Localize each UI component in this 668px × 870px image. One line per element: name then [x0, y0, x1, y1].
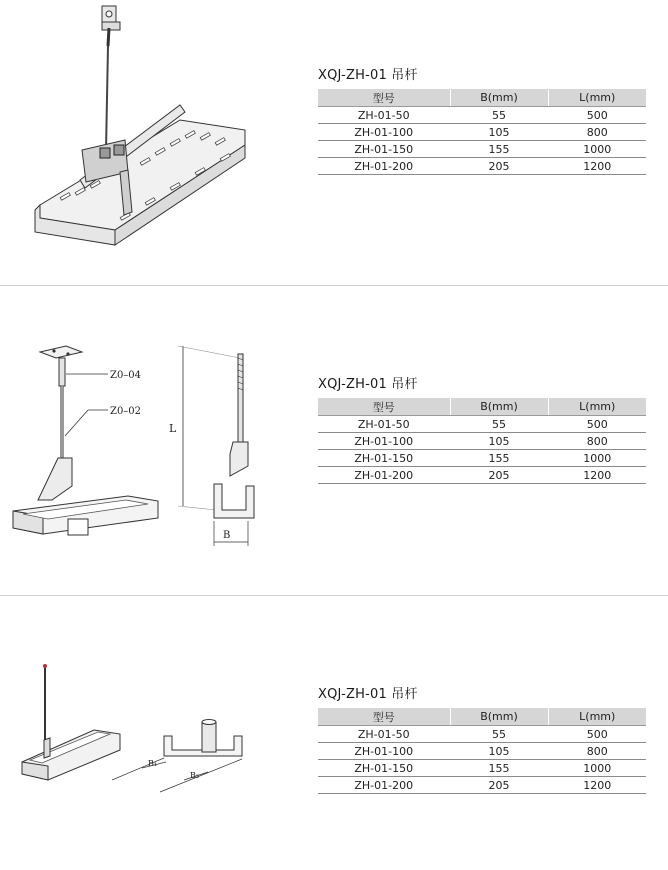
cell-model: ZH-01-200	[318, 158, 450, 175]
table-row	[318, 467, 646, 484]
cell-l: 1000	[548, 141, 646, 158]
cell-l: 800	[548, 124, 646, 141]
table-header-row	[318, 708, 646, 726]
table-row	[318, 141, 646, 158]
spec-table	[318, 89, 646, 175]
dimension-label-b: B	[223, 530, 231, 541]
cell-model: ZH-01-100	[318, 433, 450, 450]
cell-l: 500	[548, 107, 646, 124]
cell-b: 55	[450, 726, 548, 743]
cell-b: 155	[450, 450, 548, 467]
table-row	[318, 726, 646, 743]
table-row	[318, 450, 646, 467]
spec-table	[318, 398, 646, 484]
part-label-z0-02: Z0–02	[110, 406, 142, 417]
column-header-b: B(mm)	[450, 708, 548, 726]
column-header-l: L(mm)	[548, 398, 646, 416]
dimension-label-b2: B₂	[190, 771, 200, 780]
table-row	[318, 743, 646, 760]
table-row	[318, 107, 646, 124]
cell-b: 105	[450, 743, 548, 760]
cell-l: 1000	[548, 760, 646, 777]
product-title: XQJ-ZH-01 吊杆	[318, 377, 418, 392]
cell-b: 205	[450, 777, 548, 794]
cell-b: 205	[450, 158, 548, 175]
cell-model: ZH-01-100	[318, 743, 450, 760]
cell-model: ZH-01-100	[318, 124, 450, 141]
cell-l: 800	[548, 433, 646, 450]
dimension-label-b1: B₁	[148, 759, 158, 768]
table-row	[318, 433, 646, 450]
column-header-l: L(mm)	[548, 708, 646, 726]
cell-l: 500	[548, 416, 646, 433]
cell-model: ZH-01-50	[318, 726, 450, 743]
dimension-label-l: L	[169, 422, 177, 435]
product-section-2	[0, 286, 668, 595]
cell-model: ZH-01-50	[318, 107, 450, 124]
column-header-b: B(mm)	[450, 398, 548, 416]
column-header-l: L(mm)	[548, 89, 646, 107]
cell-model: ZH-01-200	[318, 777, 450, 794]
cell-l: 800	[548, 743, 646, 760]
part-label-z0-04: Z0–04	[110, 370, 142, 381]
cable-tray-hanger-illustration-1	[20, 0, 250, 260]
cell-b: 55	[450, 416, 548, 433]
cell-model: ZH-01-150	[318, 141, 450, 158]
product-title: XQJ-ZH-01 吊杆	[318, 687, 418, 702]
cell-model: ZH-01-200	[318, 467, 450, 484]
spec-table	[318, 708, 646, 794]
cell-model: ZH-01-150	[318, 450, 450, 467]
table-header-row	[318, 398, 646, 416]
cell-b: 205	[450, 467, 548, 484]
cell-b: 155	[450, 760, 548, 777]
cell-b: 155	[450, 141, 548, 158]
column-header-model: 型号	[318, 89, 450, 107]
cell-model: ZH-01-50	[318, 416, 450, 433]
cell-l: 1000	[548, 450, 646, 467]
column-header-model: 型号	[318, 708, 450, 726]
cell-l: 1200	[548, 777, 646, 794]
hanger-rod-technical-drawing	[8, 336, 278, 556]
column-header-b: B(mm)	[450, 89, 548, 107]
cell-model: ZH-01-150	[318, 760, 450, 777]
table-row	[318, 124, 646, 141]
channel-hanger-illustration	[14, 662, 264, 802]
cell-l: 500	[548, 726, 646, 743]
product-section-3	[0, 596, 668, 870]
table-header-row	[318, 89, 646, 107]
table-row	[318, 158, 646, 175]
product-title: XQJ-ZH-01 吊杆	[318, 68, 418, 83]
cell-l: 1200	[548, 158, 646, 175]
table-row	[318, 760, 646, 777]
cell-l: 1200	[548, 467, 646, 484]
table-row	[318, 416, 646, 433]
cell-b: 105	[450, 433, 548, 450]
product-section-1	[0, 0, 668, 285]
table-row	[318, 777, 646, 794]
cell-b: 105	[450, 124, 548, 141]
cell-b: 55	[450, 107, 548, 124]
column-header-model: 型号	[318, 398, 450, 416]
